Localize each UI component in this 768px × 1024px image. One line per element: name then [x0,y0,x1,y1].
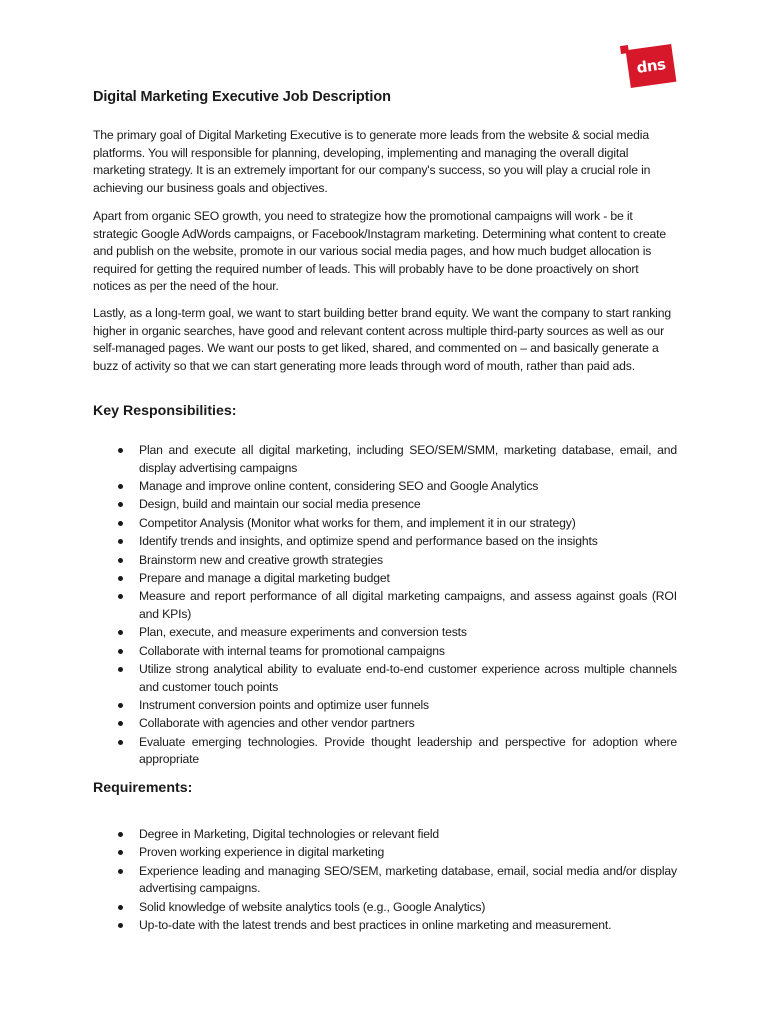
bullet-icon [118,558,123,563]
bullet-icon [118,905,123,910]
list-item [93,515,677,533]
list-item [93,570,677,588]
bullet-icon [118,832,123,837]
dns-logo [626,44,677,88]
bullet-icon [118,721,123,726]
list-item-text: Collaborate with internal teams for promotional campaigns [139,643,445,658]
list-item [93,826,677,844]
list-item [93,643,677,661]
intro-paragraph-3: Lastly, as a long-term goal, we want to start building better brand equity. We want the company to start ranking higher in organic searches, have good and relevant content across multiple third-party sources as well as our self-managed pages. We want our posts to get liked, shared, and commented on – and basically generate a buzz of activity so that we can start generating more leads through word of mouth, rather than paid ads. [93,306,671,373]
list-item [93,715,677,733]
bullet-icon [118,740,123,745]
list-item-text: Measure and report performance of all digital marketing campaigns, and assess against goals (ROI and KPIs) [139,589,677,621]
bullet-icon [118,649,123,654]
list-item [93,863,677,898]
bullet-icon [118,448,123,453]
list-item [93,442,677,477]
bullet-icon [118,703,123,708]
list-item-text: Brainstorm new and creative growth strategies [139,552,383,567]
list-item-text: Competitor Analysis (Monitor what works for them, and implement it in our strategy) [139,515,576,530]
list-item-text: Instrument conversion points and optimize user funnels [139,698,429,713]
list-item [93,533,677,551]
list-item-text: Up-to-date with the latest trends and best practices in online marketing and measurement. [139,918,612,933]
intro-paragraph-1: The primary goal of Digital Marketing Executive is to generate more leads from the website & social media platforms. You will responsible for planning, developing, implementing and managing the overall digital marketing strategy. It is an extremely important for our company's success, so you will play a crucial role in achieving our business goals and objectives. [93,128,651,195]
list-item-text: Degree in Marketing, Digital technologies or relevant field [139,827,440,841]
list-item-text: Plan and execute all digital marketing, including SEO/SEM/SMM, marketing database, email, and display advertising campaigns [139,443,677,475]
list-item [93,899,677,917]
list-item [93,734,677,769]
responsibilities-list [93,442,677,770]
list-item [93,661,677,696]
list-item-text: Design, build and maintain our social media presence [139,497,421,512]
list-item-text: Utilize strong analytical ability to evaluate end-to-end customer experience across multiple channels and customer touch points [139,662,677,694]
bullet-icon [118,502,123,507]
bullet-icon [118,923,123,928]
bullet-icon [118,594,123,599]
list-item-text: Identify trends and insights, and optimize spend and performance based on the insights [139,534,598,549]
list-item [93,917,677,935]
document-title: Digital Marketing Executive Job Description [93,89,391,105]
list-item [93,624,677,642]
bullet-icon [118,667,123,672]
bullet-icon [118,539,123,544]
list-item-text: Solid knowledge of website analytics tools (e.g., Google Analytics) [139,899,486,914]
list-item-text: Plan, execute, and measure experiments and conversion tests [139,625,467,640]
logo-text: dns [635,55,667,77]
intro-paragraph-2: Apart from organic SEO growth, you need to strategize how the promotional campaigns will work - be it strategic Google AdWords campaigns, or Facebook/Instagram marketing. Determining what content to create and publish on the website, promote in our various social media pages, and how much budget allocation is required for getting the required number of leads. This will probably have to be done proactively on short notices as per the need of the hour. [93,209,667,294]
list-item [93,496,677,514]
list-item-text: Manage and improve online content, considering SEO and Google Analytics [139,478,539,493]
list-item-text: Collaborate with agencies and other vendor partners [139,716,415,731]
bullet-icon [118,869,123,874]
bullet-icon [118,484,123,489]
list-item [93,552,677,570]
requirements-list [93,826,677,936]
list-item-text: Experience leading and managing SEO/SEM, marketing database, email, social media and/or display advertising campaigns. [139,863,677,896]
bullet-icon [118,630,123,635]
bullet-icon [118,521,123,526]
list-item [93,697,677,715]
list-item-text: Prepare and manage a digital marketing budget [139,570,390,585]
list-item-text: Evaluate emerging technologies. Provide thought leadership and perspective for adoption where appropriate [139,734,677,767]
list-item [93,844,677,862]
responsibilities-heading: Key Responsibilities: [93,403,237,419]
requirements-heading: Requirements: [93,780,193,796]
list-item [93,588,677,623]
bullet-icon [118,576,123,581]
list-item [93,478,677,496]
bullet-icon [118,850,123,855]
list-item-text: Proven working experience in digital marketing [139,845,385,860]
